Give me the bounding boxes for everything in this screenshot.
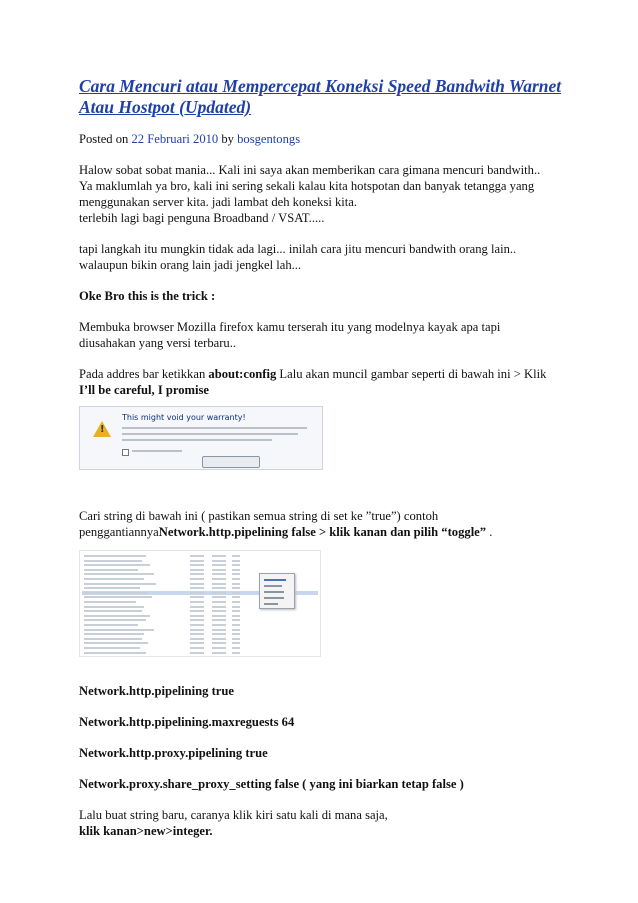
about-config-screenshot xyxy=(79,550,321,657)
config-cell xyxy=(84,629,154,631)
config-cell xyxy=(212,615,226,617)
config-cell xyxy=(190,610,204,612)
config-row xyxy=(82,554,318,558)
text-line: terlebih lagi bagi penguna Broadband / VSAT..... xyxy=(79,211,325,225)
setting-share-proxy: Network.proxy.share_proxy_setting false ( yang ini biarkan tetap false ) xyxy=(79,777,464,791)
config-cell xyxy=(190,638,204,640)
careful-promise-button xyxy=(202,456,260,468)
config-cell xyxy=(84,596,152,598)
config-cell xyxy=(84,601,136,603)
config-cell xyxy=(212,638,226,640)
config-row xyxy=(82,637,318,641)
author-link[interactable]: bosgentongs xyxy=(237,132,301,146)
show-warning-checkbox xyxy=(122,449,129,456)
config-cell xyxy=(84,652,146,654)
config-cell xyxy=(84,587,140,589)
warning-glyph: ! xyxy=(100,424,105,435)
config-cell xyxy=(190,601,204,603)
config-cell xyxy=(84,633,144,635)
config-cell xyxy=(212,555,226,557)
post-title xyxy=(79,76,579,118)
dialog-text-line xyxy=(122,427,307,429)
config-cell xyxy=(212,647,226,649)
config-row xyxy=(82,609,318,613)
config-cell xyxy=(190,629,204,631)
config-cell xyxy=(212,583,226,585)
config-cell xyxy=(84,564,150,566)
config-cell xyxy=(232,615,240,617)
menu-line xyxy=(264,597,284,599)
config-cell xyxy=(190,596,204,598)
config-cell xyxy=(190,652,204,654)
config-cell xyxy=(232,596,240,598)
config-cell xyxy=(190,615,204,617)
config-cell xyxy=(232,587,240,589)
config-cell xyxy=(212,596,226,598)
meta-by: by xyxy=(218,132,238,146)
text-line: penggantiannya xyxy=(79,525,159,539)
post-date-link[interactable]: 22 Februari 2010 xyxy=(131,132,219,146)
setting-pipelining: Network.http.pipelining true xyxy=(79,684,234,698)
config-cell xyxy=(232,610,240,612)
config-cell xyxy=(190,592,204,594)
config-row xyxy=(82,618,318,622)
config-cell xyxy=(190,606,204,608)
config-cell xyxy=(212,569,226,571)
text-line: Pada addres bar ketikkan xyxy=(79,367,209,381)
config-cell xyxy=(232,564,240,566)
config-cell xyxy=(190,569,204,571)
config-cell xyxy=(84,638,142,640)
config-cell xyxy=(84,642,148,644)
config-cell xyxy=(190,624,204,626)
paragraph-2 xyxy=(79,241,579,273)
text-line: diusahakan yang versi terbaru.. xyxy=(79,336,237,350)
warning-icon xyxy=(93,421,111,437)
config-row xyxy=(82,623,318,627)
text-line: tapi langkah itu mungkin tidak ada lagi... inilah cara jitu mencuri bandwith orang lain.. xyxy=(79,242,517,256)
config-cell xyxy=(84,578,144,580)
new-integer-instruction: klik kanan>new>integer. xyxy=(79,824,213,838)
config-cell xyxy=(232,629,240,631)
text-line: Lalu akan muncil gambar seperti di bawah ini > Klik xyxy=(276,367,547,381)
paragraph-strings xyxy=(79,508,579,540)
about-config-term: about:config xyxy=(208,367,277,381)
menu-line xyxy=(264,591,284,593)
config-row xyxy=(82,563,318,567)
text-line: menggunakan server kita. jadi lambat deh koneksi kita. xyxy=(79,195,358,209)
context-menu xyxy=(259,573,295,609)
config-cell xyxy=(84,606,144,608)
text-line: Membuka browser Mozilla firefox kamu terserah itu yang modelnya kayak apa tapi xyxy=(79,320,501,334)
trick-heading: Oke Bro this is the trick : xyxy=(79,289,216,303)
meta-prefix: Posted on xyxy=(79,132,132,146)
config-cell xyxy=(190,647,204,649)
post-meta xyxy=(79,131,579,147)
text-line: Cari string di bawah ini ( pastikan semua string di set ke ”true”) contoh xyxy=(79,509,439,523)
config-cell xyxy=(190,587,204,589)
config-cell xyxy=(212,629,226,631)
config-cell xyxy=(84,624,138,626)
careful-promise-text: I’ll be careful, I promise xyxy=(79,383,210,397)
paragraph-intro xyxy=(79,162,579,226)
config-cell xyxy=(190,573,204,575)
config-cell xyxy=(232,652,240,654)
config-row xyxy=(82,632,318,636)
config-cell xyxy=(212,560,226,562)
config-cell xyxy=(84,619,146,621)
config-cell xyxy=(212,633,226,635)
config-cell xyxy=(232,578,240,580)
config-cell xyxy=(232,592,240,594)
config-cell xyxy=(84,583,156,585)
config-cell xyxy=(212,601,226,603)
config-cell xyxy=(84,569,138,571)
config-cell xyxy=(190,578,204,580)
menu-line xyxy=(264,579,286,581)
menu-line xyxy=(264,603,278,605)
config-cell xyxy=(212,564,226,566)
config-row xyxy=(82,614,318,618)
text-line: walaupun bikin orang lain jadi jengkel lah... xyxy=(79,258,302,272)
config-cell xyxy=(232,633,240,635)
config-cell xyxy=(212,624,226,626)
post-title-link[interactable]: Cara Mencuri atau Mempercepat Koneksi Speed Bandwith Warnet Atau Hostpot (Updated) xyxy=(79,76,562,117)
setting-maxrequests: Network.http.pipelining.maxreguests 64 xyxy=(79,715,295,729)
config-cell xyxy=(190,642,204,644)
config-cell xyxy=(190,583,204,585)
warning-dialog-title: This might void your warranty! xyxy=(122,413,246,422)
config-cell xyxy=(190,560,204,562)
paragraph-new-integer xyxy=(79,807,579,839)
config-cell xyxy=(232,573,240,575)
config-cell xyxy=(232,624,240,626)
dialog-text-line xyxy=(122,433,298,435)
config-cell xyxy=(190,555,204,557)
config-cell xyxy=(212,592,226,594)
config-cell xyxy=(84,573,154,575)
config-row xyxy=(82,641,318,645)
config-cell xyxy=(232,642,240,644)
paragraph-browser xyxy=(79,319,579,351)
config-cell xyxy=(190,619,204,621)
config-cell xyxy=(232,569,240,571)
config-cell xyxy=(84,615,150,617)
config-cell xyxy=(232,638,240,640)
dialog-text-line xyxy=(122,439,272,441)
config-cell xyxy=(212,573,226,575)
config-cell xyxy=(190,633,204,635)
config-cell xyxy=(212,587,226,589)
config-row xyxy=(82,568,318,572)
config-cell xyxy=(232,555,240,557)
config-cell xyxy=(84,610,142,612)
warranty-warning-screenshot xyxy=(79,406,323,470)
setting-proxy-pipelining: Network.http.proxy.pipelining true xyxy=(79,746,268,760)
config-row xyxy=(82,651,318,655)
config-cell xyxy=(212,606,226,608)
checkbox-label-line xyxy=(132,450,182,452)
pipelining-toggle-instruction: Network.http.pipelining false > klik kanan dan pilih “toggle” xyxy=(158,525,487,539)
text-line: Lalu buat string baru, caranya klik kiri satu kali di mana saja, xyxy=(79,808,388,822)
config-cell xyxy=(232,583,240,585)
config-row xyxy=(82,646,318,650)
config-cell xyxy=(212,578,226,580)
document-page xyxy=(79,76,579,839)
config-cell xyxy=(212,610,226,612)
config-cell xyxy=(84,592,148,594)
config-cell xyxy=(232,606,240,608)
config-cell xyxy=(232,619,240,621)
config-cell xyxy=(190,564,204,566)
config-row xyxy=(82,559,318,563)
config-cell xyxy=(232,560,240,562)
menu-line xyxy=(264,585,282,587)
text-line: Ya maklumlah ya bro, kali ini sering sekali kalau kita hotspotan dan banyak tetangga yang xyxy=(79,179,535,193)
config-cell xyxy=(84,555,146,557)
config-cell xyxy=(232,647,240,649)
config-cell xyxy=(212,642,226,644)
config-cell xyxy=(232,601,240,603)
config-cell xyxy=(84,560,142,562)
config-cell xyxy=(212,652,226,654)
config-row xyxy=(82,628,318,632)
paragraph-about-config xyxy=(79,366,579,398)
config-cell xyxy=(212,619,226,621)
config-cell xyxy=(84,647,140,649)
text-line: Halow sobat sobat mania... Kali ini saya akan memberikan cara gimana mencuri bandwith.. xyxy=(79,163,541,177)
text-line: . xyxy=(486,525,493,539)
